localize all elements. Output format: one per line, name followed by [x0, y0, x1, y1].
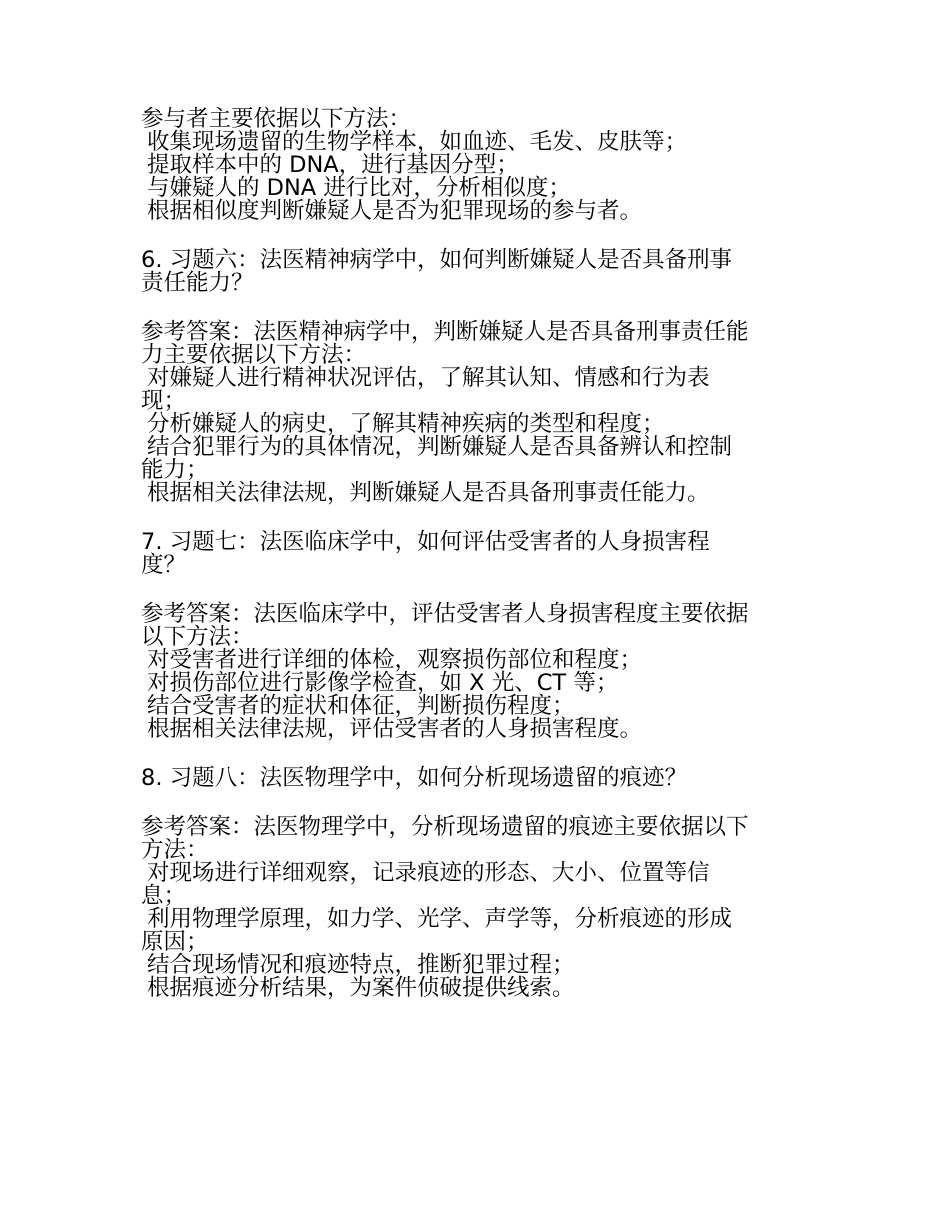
- text-line: 对嫌疑人进行精神状况评估，了解其认知、情感和行为表: [147, 365, 710, 391]
- text-line: 息；: [141, 883, 187, 909]
- text-line: 对损伤部位进行影像学检查，如 X 光、CT 等；: [147, 670, 619, 696]
- paragraph-gap: [141, 577, 821, 603]
- question-block: [141, 249, 821, 295]
- text-line: 结合受害者的症状和体征，判断损伤程度；: [147, 693, 575, 719]
- answer-block: [141, 816, 821, 1000]
- text-line: 参考答案：法医精神病学中，判断嫌疑人是否具备刑事责任能: [141, 319, 749, 345]
- text-line: 根据相关法律法规，评估受害者的人身损害程度。: [147, 716, 643, 742]
- text-line: 原因；: [141, 929, 209, 955]
- question-line: 6. 习题六：法医精神病学中，如何判断嫌疑人是否具备刑事: [141, 247, 733, 273]
- text-line: 收集现场遗留的生物学样本，如血迹、毛发、皮肤等；: [147, 129, 688, 155]
- text-line: 根据相关法律法规，判断嫌疑人是否具备刑事责任能力。: [147, 480, 710, 506]
- text-line: 参考答案：法医物理学中，分析现场遗留的痕迹主要依据以下: [141, 814, 749, 840]
- text-line: 与嫌疑人的 DNA 进行比对，分析相似度；: [147, 175, 571, 201]
- answer-block: [141, 603, 821, 741]
- text-line: 提取样本中的 DNA，进行基因分型；: [147, 152, 519, 178]
- text-line: 利用物理学原理，如力学、光学、声学等，分析痕迹的形成: [147, 906, 733, 932]
- paragraph-gap: [141, 505, 821, 531]
- question-line: 8. 习题八：法医物理学中，如何分析现场遗留的痕迹？: [141, 765, 688, 791]
- text-line: 以下方法：: [141, 624, 254, 650]
- paragraph-gap: [141, 741, 821, 767]
- text-line: 对受害者进行详细的体检，观察损伤部位和程度；: [147, 647, 643, 673]
- text-line: 根据痕迹分析结果，为案件侦破提供线索。: [147, 975, 575, 1001]
- answer-block: [141, 321, 821, 505]
- document-body: [141, 108, 821, 1000]
- text-line: 能力；: [141, 457, 209, 483]
- text-line: 现；: [141, 388, 187, 414]
- question-line: 7. 习题七：法医临床学中，如何评估受害者的人身损害程: [141, 529, 710, 555]
- answer-block: [141, 108, 821, 223]
- question-block: [141, 767, 821, 790]
- text-line: 对现场进行详细观察，记录痕迹的形态、大小、位置等信: [147, 860, 710, 886]
- text-line: 方法：: [141, 837, 209, 863]
- paragraph-gap: [141, 223, 821, 249]
- text-line: 结合现场情况和痕迹特点，推断犯罪过程；: [147, 952, 575, 978]
- question-line: 责任能力？: [141, 270, 254, 296]
- text-line: 参考答案：法医临床学中，评估受害者人身损害程度主要依据: [141, 601, 749, 627]
- text-line: 参与者主要依据以下方法：: [141, 106, 412, 132]
- paragraph-gap: [141, 295, 821, 321]
- question-block: [141, 531, 821, 577]
- text-line: 结合犯罪行为的具体情况，判断嫌疑人是否具备辨认和控制: [147, 434, 733, 460]
- question-line: 度？: [141, 552, 187, 578]
- paragraph-gap: [141, 790, 821, 816]
- text-line: 分析嫌疑人的病史，了解其精神疾病的类型和程度；: [147, 411, 665, 437]
- text-line: 根据相似度判断嫌疑人是否为犯罪现场的参与者。: [147, 198, 643, 224]
- text-line: 力主要依据以下方法：: [141, 342, 367, 368]
